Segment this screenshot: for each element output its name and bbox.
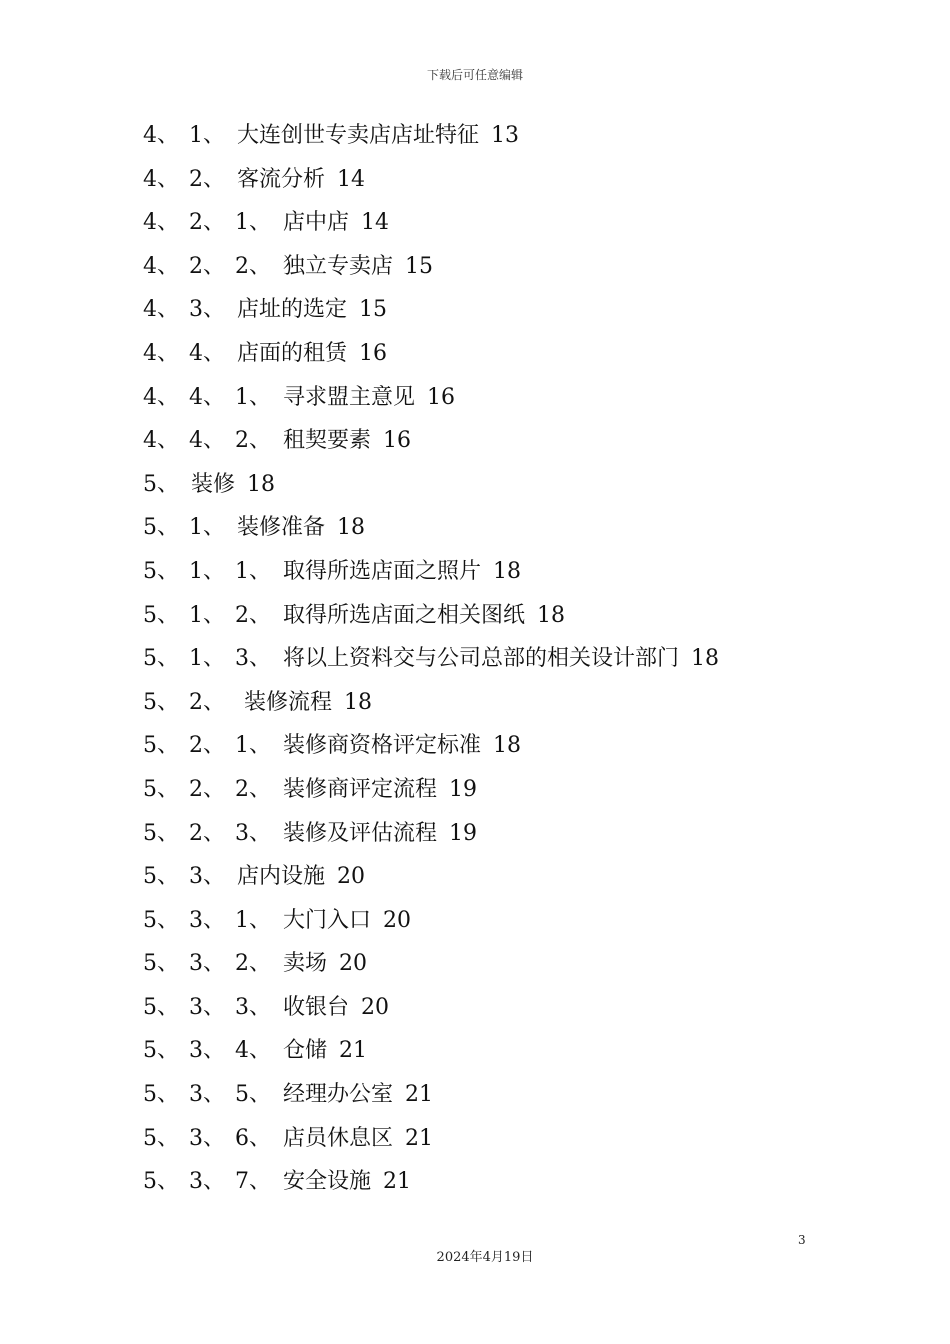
toc-entry-title: 店面的租赁 (237, 340, 348, 366)
toc-entry-number: 3、 (189, 297, 225, 323)
toc-entry-number: 5、 (143, 864, 179, 890)
toc-entry-number: 1、 (235, 733, 271, 759)
toc-entry-page: 16 (359, 340, 388, 366)
toc-entry-number: 5、 (143, 1169, 179, 1195)
toc-entry-title: 店址的选定 (237, 297, 348, 323)
toc-entry-number: 1、 (189, 646, 225, 672)
toc-entry[interactable] (143, 594, 719, 638)
toc-entry-title: 装修准备 (237, 515, 326, 541)
toc-entry-number: 5、 (143, 951, 179, 977)
toc-entry[interactable] (143, 158, 719, 202)
toc-entry-number: 3、 (189, 1125, 225, 1151)
toc-entry-title: 店员休息区 (283, 1125, 394, 1151)
toc-entry-page: 21 (405, 1082, 434, 1108)
toc-entry-number: 5、 (143, 471, 179, 497)
toc-entry-number: 3、 (189, 951, 225, 977)
toc-entry-title: 仓储 (283, 1038, 328, 1064)
toc-entry[interactable] (143, 942, 719, 986)
toc-entry-number: 1、 (189, 602, 225, 628)
toc-entry-number: 4、 (143, 384, 179, 410)
toc-entry[interactable] (143, 855, 719, 899)
toc-entry-number: 5、 (143, 733, 179, 759)
toc-entry[interactable] (143, 812, 719, 856)
toc-entry-page: 14 (337, 166, 366, 192)
toc-entry-title: 客流分析 (237, 166, 326, 192)
toc-entry-number: 3、 (189, 864, 225, 890)
toc-entry-number: 2、 (189, 689, 225, 715)
toc-entry-number: 3、 (235, 646, 271, 672)
toc-entry-number: 5、 (235, 1082, 271, 1108)
toc-entry-number: 5、 (143, 994, 179, 1020)
toc-entry-number: 4、 (189, 384, 225, 410)
toc-entry-number: 2、 (189, 733, 225, 759)
toc-entry[interactable] (143, 724, 719, 768)
table-of-contents (143, 114, 719, 1204)
toc-entry-title: 装修 (191, 471, 236, 497)
toc-entry-number: 1、 (189, 123, 225, 148)
toc-entry-page: 20 (361, 994, 390, 1020)
toc-entry-number: 4、 (143, 253, 179, 279)
toc-entry-number: 2、 (189, 210, 225, 236)
toc-entry-number: 4、 (143, 297, 179, 323)
toc-entry[interactable] (143, 899, 719, 943)
toc-entry-page: 18 (691, 646, 720, 672)
toc-entry-page: 15 (359, 297, 388, 323)
toc-entry-number: 5、 (143, 776, 179, 802)
toc-entry-number: 3、 (189, 1169, 225, 1195)
toc-entry-title: 店内设施 (237, 864, 326, 890)
toc-entry-page: 19 (449, 820, 478, 846)
toc-entry-number: 4、 (189, 428, 225, 454)
toc-entry-page: 21 (405, 1125, 434, 1151)
toc-entry-number: 1、 (235, 210, 271, 236)
toc-entry-number: 3、 (235, 820, 271, 846)
toc-entry-title: 安全设施 (283, 1169, 372, 1195)
toc-entry-number: 2、 (189, 820, 225, 846)
toc-entry-page: 21 (339, 1038, 368, 1064)
toc-entry-title: 独立专卖店 (283, 253, 394, 279)
toc-entry-title: 卖场 (283, 951, 328, 977)
toc-entry[interactable] (143, 681, 719, 725)
toc-entry[interactable] (143, 1117, 719, 1161)
toc-entry[interactable] (143, 288, 719, 332)
page-number: 3 (798, 1233, 806, 1247)
toc-entry-page: 20 (339, 951, 368, 977)
toc-entry-number: 2、 (235, 602, 271, 628)
toc-entry-number: 3、 (189, 994, 225, 1020)
toc-entry-title: 装修商评定流程 (283, 776, 438, 802)
toc-entry-number: 5、 (143, 1082, 179, 1108)
toc-entry-number: 5、 (143, 1038, 179, 1064)
toc-entry-number: 5、 (143, 820, 179, 846)
toc-entry-title: 取得所选店面之相关图纸 (283, 602, 526, 628)
toc-entry-number: 5、 (143, 558, 179, 584)
toc-entry[interactable] (143, 245, 719, 289)
toc-entry-number: 5、 (143, 602, 179, 628)
toc-entry-page: 20 (337, 864, 366, 890)
toc-entry-number: 4、 (143, 340, 179, 366)
toc-entry-page: 21 (383, 1169, 412, 1195)
toc-entry-number: 2、 (235, 253, 271, 279)
toc-entry-page: 20 (383, 907, 412, 933)
toc-entry-number: 1、 (235, 558, 271, 584)
toc-entry-title: 大门入口 (283, 907, 372, 933)
toc-entry-number: 4、 (235, 1038, 271, 1064)
toc-entry-page: 16 (383, 428, 412, 454)
toc-entry[interactable] (143, 550, 719, 594)
toc-entry-title: 装修商资格评定标准 (283, 733, 482, 759)
toc-entry-number: 2、 (189, 776, 225, 802)
page-header: 下载后可任意编辑 (426, 68, 523, 82)
toc-entry-page: 15 (405, 253, 434, 279)
toc-entry[interactable] (143, 1160, 719, 1204)
toc-entry-number: 5、 (143, 689, 179, 715)
toc-entry-title: 将以上资料交与公司总部的相关设计部门 (283, 646, 680, 672)
toc-entry-number: 4、 (143, 428, 179, 454)
toc-entry-title: 店中店 (283, 210, 350, 236)
toc-entry-number: 4、 (189, 340, 225, 366)
toc-entry-page: 18 (537, 602, 566, 628)
toc-entry-number: 3、 (189, 1082, 225, 1108)
toc-entry-number: 7、 (235, 1169, 271, 1195)
toc-entry-number: 1、 (189, 515, 225, 541)
toc-entry-page: 18 (493, 733, 522, 759)
toc-entry[interactable] (143, 1073, 719, 1117)
toc-entry-number: 2、 (189, 253, 225, 279)
toc-entry[interactable] (143, 986, 719, 1030)
toc-entry-number: 2、 (189, 166, 225, 192)
toc-entry-number: 5、 (143, 515, 179, 541)
toc-entry-page: 18 (493, 558, 522, 584)
toc-entry[interactable] (143, 1029, 719, 1073)
footer-date: 2024年4月19日 (436, 1250, 534, 1265)
toc-entry-number: 4、 (143, 166, 179, 192)
toc-entry[interactable] (143, 419, 719, 463)
toc-entry-number: 1、 (189, 558, 225, 584)
toc-entry[interactable] (143, 506, 719, 550)
toc-entry[interactable] (143, 637, 719, 681)
toc-entry-page: 18 (344, 689, 372, 715)
toc-entry-title: 收银台 (283, 994, 350, 1020)
toc-entry[interactable] (143, 463, 719, 507)
toc-entry-page: 14 (361, 210, 390, 236)
toc-entry-title: 租契要素 (283, 428, 372, 454)
toc-entry-number: 5、 (143, 1125, 179, 1151)
toc-entry-page: 16 (427, 384, 456, 410)
toc-entry-number: 4、 (143, 210, 179, 236)
toc-entry[interactable] (143, 114, 719, 158)
toc-entry-number: 3、 (189, 1038, 225, 1064)
toc-entry-number: 3、 (189, 907, 225, 933)
toc-entry[interactable] (143, 201, 719, 245)
toc-entry-title: 大连创世专卖店店址特征 (237, 123, 480, 148)
toc-entry[interactable] (143, 376, 719, 420)
toc-entry-title: 取得所选店面之照片 (283, 558, 482, 584)
toc-entry-title: 寻求盟主意见 (283, 384, 416, 410)
toc-entry-page: 18 (247, 471, 276, 497)
toc-entry-title: 装修流程 (237, 689, 332, 715)
toc-entry[interactable] (143, 332, 719, 376)
toc-entry-page: 18 (337, 515, 366, 541)
toc-entry-number: 4、 (143, 123, 179, 148)
toc-entry-number: 5、 (143, 646, 179, 672)
toc-entry-title: 装修及评估流程 (283, 820, 438, 846)
toc-entry-number: 1、 (235, 384, 271, 410)
toc-entry-number: 3、 (235, 994, 271, 1020)
toc-entry-number: 6、 (235, 1125, 271, 1151)
toc-entry-page: 13 (491, 123, 520, 148)
toc-entry-number: 1、 (235, 907, 271, 933)
toc-entry-number: 2、 (235, 428, 271, 454)
toc-entry-number: 5、 (143, 907, 179, 933)
toc-entry-page: 19 (449, 776, 478, 802)
toc-entry-number: 2、 (235, 951, 271, 977)
toc-entry-number: 2、 (235, 776, 271, 802)
toc-entry-title: 经理办公室 (283, 1082, 394, 1108)
toc-entry[interactable] (143, 768, 719, 812)
